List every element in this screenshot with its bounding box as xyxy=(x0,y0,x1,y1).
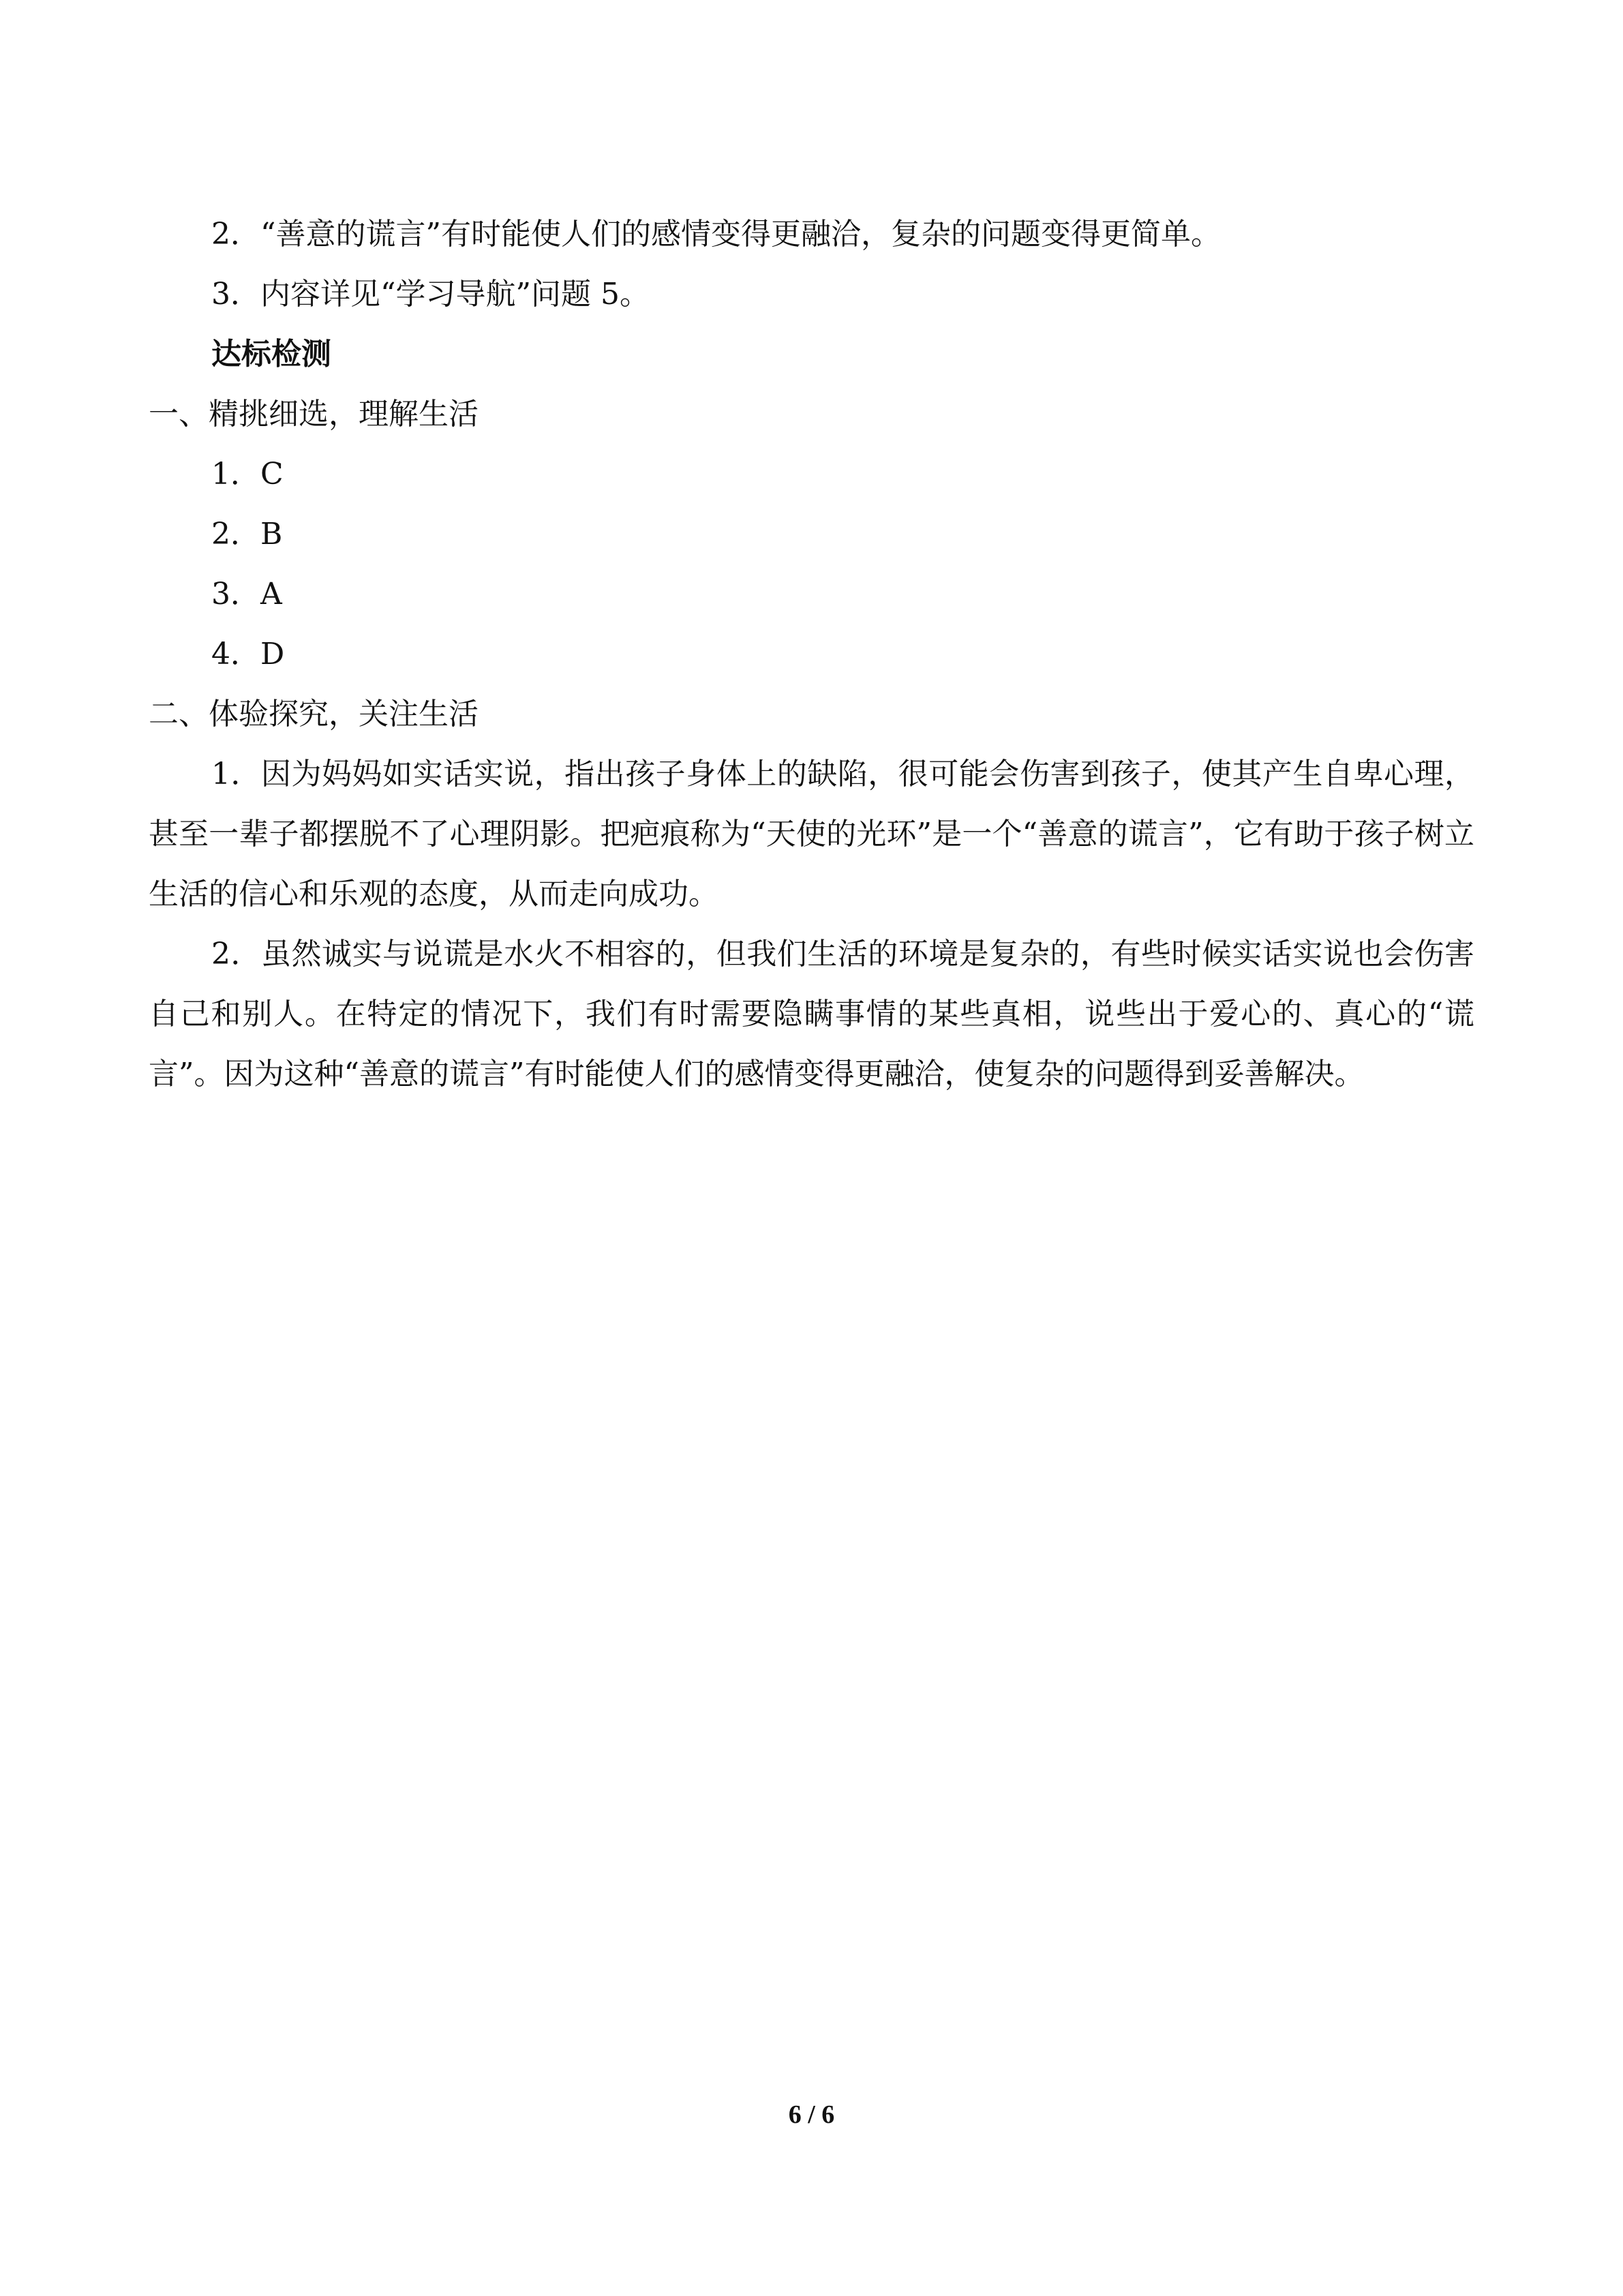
page-number: 6 / 6 xyxy=(788,2100,835,2129)
page-content xyxy=(149,205,1474,1104)
choice-answer-2: 2．B xyxy=(211,517,283,552)
section-title-2: 二、体验探究，关注生活 xyxy=(149,697,479,731)
section-heading: 达标检测 xyxy=(211,337,331,372)
section-title-1: 一、精挑细选，理解生活 xyxy=(149,397,479,432)
explore-answer-2: 2．虽然诚实与说谎是水火不相容的，但我们生活的环境是复杂的，有些时候实话实说也会伤害自己和别人。在特定的情况下，我们有时需要隐瞒事情的某些真相，说些出于爱心的、真心的“谎言”。因为这种“善意的谎言”有时能使人们的感情变得更融洽，使复杂的问题得到妥善解决。 xyxy=(149,937,1474,1091)
answer-line-3: 3．内容详见“学习导航”问题 5。 xyxy=(211,277,650,312)
choice-answer-1: 1．C xyxy=(211,457,284,492)
choice-answer-3: 3．A xyxy=(211,577,282,611)
explore-answer-1: 1．因为妈妈如实话实说，指出孩子身体上的缺陷，很可能会伤害到孩子，使其产生自卑心理，甚至一辈子都摆脱不了心理阴影。把疤痕称为“天使的光环”是一个“善意的谎言”，它有助于孩子树立生活的信心和乐观的态度，从而走向成功。 xyxy=(149,757,1474,911)
choice-answer-4: 4．D xyxy=(211,637,285,671)
answer-line-2: 2．“善意的谎言”有时能使人们的感情变得更融洽，复杂的问题变得更简单。 xyxy=(211,217,1221,252)
